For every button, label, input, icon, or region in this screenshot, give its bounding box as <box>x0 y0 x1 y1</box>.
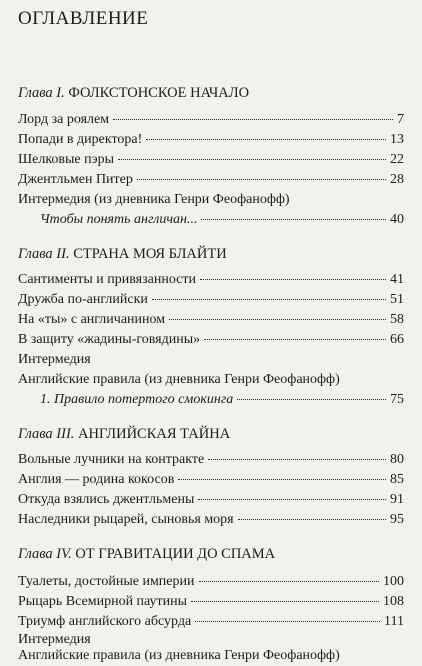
chapter-number: Глава I. <box>18 85 65 101</box>
dot-leader <box>201 219 386 220</box>
entry-title: Откуда взялись джентльмены <box>18 492 195 507</box>
toc-entry[interactable] <box>18 170 404 190</box>
toc-page <box>18 0 404 663</box>
entry-title: Рыцарь Всемирной паутины <box>18 594 188 609</box>
toc-entry[interactable] <box>18 270 404 290</box>
chapter-heading-1 <box>18 84 249 102</box>
entry-title: Джентльмен Питер <box>18 172 133 187</box>
page-number: 40 <box>390 212 404 227</box>
entry-title: Вольные лучники на контракте <box>18 452 205 467</box>
toc-title: ОГЛАВЛЕНИЕ <box>18 8 149 29</box>
toc-entry <box>18 646 404 666</box>
dot-leader <box>200 279 386 280</box>
dot-leader <box>146 139 386 140</box>
entry-title: Дружба по-английски <box>18 292 148 307</box>
entry-title: Английские правила (из дневника Генри Феофанофф) <box>18 648 340 663</box>
dot-leader <box>198 499 386 500</box>
toc-entry[interactable] <box>18 450 404 470</box>
entry-title: Англия — родина кокосов <box>18 472 175 487</box>
entry-title: Лорд за роялем <box>18 112 110 127</box>
page-number: 91 <box>390 492 404 507</box>
entry-title: Интермедия <box>18 352 91 367</box>
dot-leader <box>113 119 393 120</box>
page-number: 108 <box>383 594 404 609</box>
toc-entry[interactable] <box>18 490 404 510</box>
entry-title: Попади в директора! <box>18 132 143 147</box>
page-number: 58 <box>390 312 404 327</box>
chapter-heading-2 <box>18 245 227 263</box>
chapter-number: Глава IV. <box>18 546 72 562</box>
chapter-title: АНГЛИЙСКАЯ ТАЙНА <box>78 426 231 442</box>
dot-leader <box>191 601 379 602</box>
entry-title: В защиту «жадины-говядины» <box>18 332 201 347</box>
dot-leader <box>237 399 386 400</box>
entry-title: Наследники рыцарей, сыновья моря <box>18 512 234 527</box>
page-number: 100 <box>383 574 404 589</box>
dot-leader <box>199 581 380 582</box>
chapter-number: Глава II. <box>18 246 70 262</box>
page-number: 41 <box>390 272 404 287</box>
page-number: 111 <box>384 614 404 629</box>
page-number: 75 <box>390 392 404 407</box>
dot-leader <box>238 519 386 520</box>
entry-title: Чтобы понять англичан... <box>40 212 198 227</box>
page-number: 66 <box>390 332 404 347</box>
dot-leader <box>204 339 386 340</box>
dot-leader <box>208 459 386 460</box>
entry-title: 1. Правило потертого смокинга <box>40 392 234 407</box>
page-number: 7 <box>397 112 404 127</box>
toc-entry[interactable] <box>18 330 404 350</box>
chapter-title: ОТ ГРАВИТАЦИИ ДО СПАМА <box>75 546 276 562</box>
chapter-number: Глава III. <box>18 426 75 442</box>
entry-title: Сантименты и привязанности <box>18 272 196 287</box>
toc-entry[interactable] <box>18 210 404 230</box>
dot-leader <box>169 319 386 320</box>
chapter-heading-3 <box>18 425 230 443</box>
entry-title: Шелковые пэры <box>18 152 115 167</box>
dot-leader <box>178 479 386 480</box>
page-number: 51 <box>390 292 404 307</box>
chapter-heading-4 <box>18 545 275 563</box>
toc-entry[interactable] <box>18 130 404 150</box>
dot-leader <box>137 179 386 180</box>
entry-title: Интермедия <box>18 632 91 647</box>
toc-entry[interactable] <box>18 592 404 612</box>
entry-title: Триумф английского абсурда <box>18 614 192 629</box>
toc-entry[interactable] <box>18 290 404 310</box>
toc-entry <box>18 190 404 210</box>
toc-entry[interactable] <box>18 310 404 330</box>
entry-title: На «ты» с англичанином <box>18 312 166 327</box>
page-number: 13 <box>390 132 404 147</box>
dot-leader <box>195 621 380 622</box>
dot-leader <box>118 159 386 160</box>
dot-leader <box>152 299 386 300</box>
toc-entry[interactable] <box>18 612 404 632</box>
toc-entry <box>18 370 404 390</box>
entry-title: Туалеты, достойные империи <box>18 574 195 589</box>
chapter-title: СТРАНА МОЯ БЛАЙТИ <box>73 246 227 262</box>
entry-title: Английские правила (из дневника Генри Феофанофф) <box>18 372 340 387</box>
toc-entry <box>18 350 404 370</box>
page-number: 80 <box>390 452 404 467</box>
chapter-title: ФОЛКСТОНСКОЕ НАЧАЛО <box>68 85 250 101</box>
page-number: 22 <box>390 152 404 167</box>
toc-entry[interactable] <box>18 110 404 130</box>
toc-entry[interactable] <box>18 390 404 410</box>
toc-entry[interactable] <box>18 150 404 170</box>
toc-entry[interactable] <box>18 572 404 592</box>
entry-title: Интермедия (из дневника Генри Феофанофф) <box>18 192 290 207</box>
page-number: 95 <box>390 512 404 527</box>
page-number: 28 <box>390 172 404 187</box>
toc-entry[interactable] <box>18 470 404 490</box>
toc-entry[interactable] <box>18 510 404 530</box>
page-number: 85 <box>390 472 404 487</box>
